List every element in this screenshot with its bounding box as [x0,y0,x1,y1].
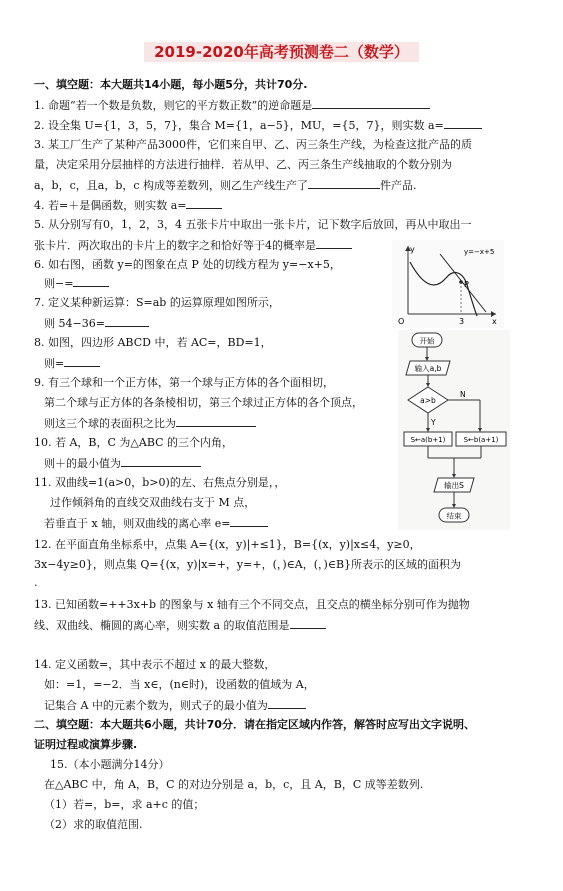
answer-blank [186,198,222,209]
question-6-cont: 则−= [44,276,109,291]
right-process-label: S←b(a+1) [463,436,499,444]
question-10: 10. 若 A，B，C 为△ABC 的三个内角， [34,436,234,449]
yes-label: Y [431,418,436,427]
question-7-cont: 则 54−36= [44,316,149,331]
section-2-heading-cont: 证明过程或演算步骤. [34,738,138,751]
question-9-cont: 第二个球与正方体的各条棱相切，第三个球过正方体的各个顶点， [44,396,363,409]
left-process-label: S←a(b+1) [410,436,446,444]
answer-blank [312,98,430,109]
answer-blank [73,276,109,287]
end-label: 结束 [446,511,462,521]
start-label: 开始 [419,336,435,346]
question-14: 14. 定义函数=，其中表示不超过 x 的最大整数， [34,658,276,671]
question-14-cont: 如：=1，=−2．当 x∈，(n∈时)，设函数的值域为 A， [44,678,315,691]
question-6: 6. 如右图，函数 y=的图象在点 P 处的切线方程为 y=−x+5， [34,258,341,271]
question-10-cont: 则＋的最小值为 [44,456,201,471]
question-5: 5. 从分别写有0，1，2，3，4 五张卡片中取出一张卡片，记下数字后放回，再从中取出一 [34,218,472,231]
question-13-cont: 线、双曲线、椭圆的离心率，则实数 a 的取值范围是 [34,618,326,633]
question-7: 7. 定义某种新运算：S=ab 的运算原理如图所示， [34,296,280,309]
question-15-part-1: （1）若=，b=，求 a+c 的值； [44,798,205,811]
function-graph-figure [392,240,504,328]
question-3-cont: a，b，c，且a，b，c 构成等差数列，则乙生产线生产了 件产品. [34,179,417,192]
question-11-cont: 过作倾斜角的直线交双曲线右支于 M 点， [50,496,256,509]
question-12-end-dot: . [34,576,38,589]
section-1-heading: 一、填空题：本大题共14小题，每小题5分，共计70分. [34,78,308,91]
answer-blank [64,356,100,367]
question-11: 11. 双曲线=1(a>0，b>0)的左、右焦点分别是，， [34,476,286,489]
origin-label: O [398,317,405,326]
question-2: 2. 设全集 U={1，3，5，7}，集合 M={1，a−5}，MU，={5，7}，则实数 a= [34,118,482,133]
no-label: N [460,390,466,399]
question-3: 3. 某工厂生产了某种产品3000件，它们来自甲、乙、丙三条生产线，为检查这批产品的质 [34,138,472,151]
answer-blank [230,516,268,527]
question-9: 9. 有三个球和一个正方体，第一个球与正方体的各个面相切， [34,376,334,389]
answer-blank [105,316,149,327]
y-axis-label: y [410,245,415,254]
question-5-cont: 张卡片．两次取出的卡片上的数字之和恰好等于4的概率是 [34,238,352,253]
question-15-part-2: （2）求的取值范围. [44,818,143,831]
answer-blank [268,698,306,709]
page-title: 2019-2020年高考预测卷二（数学） [0,41,563,62]
question-13: 13. 已知函数=++3x+b 的图象与 x 轴有三个不同交点，且交点的横坐标分别可作为抛物 [34,598,470,611]
question-1: 1. 命题“若一个数是负数，则它的平方数正数”的逆命题是 [34,98,430,113]
x-axis-label: x [492,317,497,326]
question-8-cont: 则= [44,356,100,371]
answer-blank [308,178,380,189]
question-9-cont: 则这三个球的表面积之比为 [44,416,256,431]
flowchart-figure [398,330,510,530]
question-12-cont: 3x−4y≥0}，则点集 Q={(x，y)|x=+，y=+，(，)∈A，(，)∈B}所表示的区域的面积为 [34,558,462,571]
x-value-label: 3 [459,317,465,326]
output-label: 输出S [444,481,464,490]
question-15-stem: 在△ABC 中，角 A，B，C 的对边分别是 a，b，c，且 A，B，C 成等差数列. [44,778,424,791]
condition-label: a>b [420,396,436,405]
question-12: 12. 在平面直角坐标系中，点集 A={(x，y)|+≤1}，B={(x，y)|x≤4，y≥0， [34,538,421,551]
point-p-label: P [464,280,469,289]
question-3-cont: 量，决定采用分层抽样的方法进行抽样．若从甲、乙、丙三条生产线抽取的个数分别为 [34,158,452,171]
question-15-heading: 15.（本小题满分14分） [50,758,170,771]
answer-blank [290,618,326,629]
answer-blank [121,456,201,467]
input-label: 输入a,b [414,364,442,373]
answer-blank [176,416,256,427]
question-8: 8. 如图，四边形 ABCD 中，若 AC=，BD=1， [34,336,272,349]
question-11-cont: 若垂直于 x 轴，则双曲线的离心率 e= [44,516,268,531]
section-2-heading: 二、填空题：本大题共6小题，共计70分．请在指定区域内作答，解答时应写出文字说明、 [34,718,475,731]
answer-blank [316,238,352,249]
question-14-cont: 记集合 A 中的元素个数为，则式子的最小值为 [44,698,306,713]
question-4: 4. 若=＋是偶函数，则实数 a= [34,198,222,213]
answer-blank [444,118,482,129]
tangent-label: y=−x+5 [464,248,495,256]
